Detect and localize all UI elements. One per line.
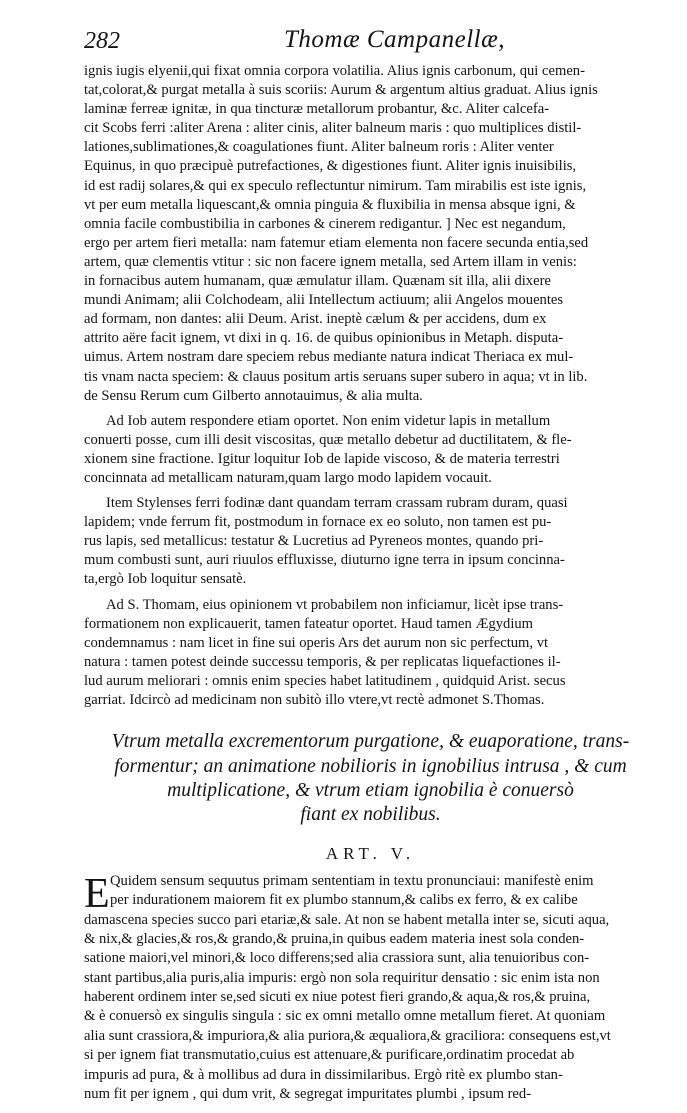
text-line: tis vnam nacta speciem: & clauus positum artis seruans super subero in aqua; vt in lib. — [84, 368, 588, 385]
text-line: id est radij solares,& qui ex speculo reflectuntur nimirum. Tam mirabilis est iste ignis, — [84, 177, 587, 194]
text-line: tat,colorat,& purgat metalla à suis scoriis: Aurum & argentum altius graduat. Alius ignis — [84, 82, 598, 99]
article-text — [84, 872, 657, 1105]
running-title: Thomæ Campanellæ, — [284, 26, 506, 53]
drop-cap: E — [84, 870, 110, 917]
section-heading — [84, 730, 657, 828]
text-line: garriat. Idcircò ad medicinam non subitò illo vtere,vt rectè admonet S.Thomas. — [84, 692, 545, 708]
text-line: in fornacibus autem humanam, quæ æmulatur illam. Quænam sit illa, alii dixere — [84, 273, 551, 290]
text-line: artem, quæ clementis vtitur : sic non facere ignem metalla, sed Artem illam in venis: — [84, 253, 577, 270]
text-line: Quidem sensum sequutus primam sententiam in textu pronunciaui: manifestè enim — [110, 872, 594, 889]
text-line: attrito aëre facit ignem, vt dixi in q. 16. de quibus opinionibus in Metaph. disputa- — [84, 330, 564, 347]
article-label: ART. V. — [325, 843, 416, 863]
text-line: & è conuersò ex singulis singula : sic ex omni metallo omne metallum fieret. At quoniam — [84, 1008, 606, 1025]
paragraph-ignis — [84, 62, 657, 406]
text-line: laminæ ferreæ ignitæ, in qua tincturæ metallorum probantur, &c. Aliter calcefa- — [84, 101, 550, 118]
heading-line: Vtrum metalla excrementorum purgatione, & euaporatione, trans- — [111, 731, 630, 753]
heading-line: formentur; an animatione nobilioris in ignobilius intrusa , & cum — [114, 755, 627, 777]
text-line: mundi Animam; alii Colchodeam, alii Intellectum actiuum; alii Angelos mouentes — [84, 292, 564, 309]
text-line: ignis iugis elyenii,qui fixat omnia corpora volatilia. Alius ignis carbonum, qui cemen- — [84, 63, 585, 79]
text-line: vt per eum metalla liquescant,& omnia pinguia & fluxibilia in mensa absque igni, & — [84, 196, 576, 213]
text-line: formationem non explicauerit, tamen fateatur oportet. Haud tamen Ægydium — [84, 615, 534, 632]
text-line: conuerti posse, cum illi desit viscositas, quæ metallo debetur ad ductilitatem, & fle- — [84, 431, 572, 448]
text-line: Ad S. Thomam, eius opinionem vt probabilem non inficiamur, licèt ipse trans- — [106, 596, 564, 613]
text-line: per indurationem maiorem fit ex plumbo stannum,& calibs ex ferro, & ex calibe — [110, 892, 578, 909]
text-line: alia sunt crassiora,& impuriora,& alia puriora,& æqualiora,& graciliora: consequens est,vt — [84, 1027, 611, 1044]
text-line: Item Stylenses ferri fodinæ dant quandam terram crassam rubram duram, quasi — [106, 495, 568, 512]
text-line: rus lapis, sed metallicus: testatur & Lucretius ad Pyreneos montes, quando pri- — [84, 533, 544, 550]
text-line: lapidem; vnde ferrum fit, postmodum in fornace ex eo soluto, non tamen est pu- — [84, 514, 552, 531]
text-line: Equinus, in quo præcipuè putrefactiones, & digestiones fiunt. Aliter ignis inuisibilis, — [84, 158, 577, 175]
paragraph-ad-iob — [84, 412, 657, 488]
text-line: haberent ordinem inter se,sed sicuti ex niue potest fieri grando,& aqua,& ros,& pruina, — [84, 989, 591, 1006]
paragraph-stylenses — [84, 494, 657, 589]
heading-line: multiplicatione, & vtrum etiam ignobilia è conuersò — [167, 779, 574, 801]
text-line: lud aurum meliorari : omnis enim species habet latitudinem , quidquid Arist. secus — [84, 672, 566, 689]
text-line: damascena species succo pari etariæ,& sale. At non se habent metalla inter se, sicuti aqua, — [84, 911, 610, 928]
text-line: ad formam, non dantes: alii Deum. Arist. ineptè cælum & per accidens, dum ex — [84, 311, 547, 328]
page-header — [84, 18, 657, 68]
text-line: cit Scobs ferri :aliter Arena : aliter cinis, aliter balneum maris : quo multiplices distil- — [84, 120, 582, 137]
text-line: si per ignem fiat transmutatio,cuius est attenuare,& purificare,ordinatim procedat ab — [84, 1047, 575, 1064]
text-line: mum combusti sunt, auri riuulos effluxisse, diuturno igne terra in ipsum concinna- — [84, 552, 565, 569]
heading-line: fiant ex nobilibus. — [300, 804, 441, 826]
text-line: condemnamus : nam licet in fine sui operis Ars det aurum non sic perfectum, vt — [84, 634, 549, 651]
text-line: omnia facile combustibilia in carbones & cinerem redigantur. ] Nec est negandum, — [84, 215, 566, 232]
text-line: concinnata ad metallicam naturam,quam largo modo lapidem vocauit. — [84, 469, 492, 486]
text-line: stant partibus,alia puris,alia impuris: ergò non sola requiritur densatio : sic enim ista non — [84, 969, 600, 986]
text-line: uimus. Artem nostram dare speciem rebus mediante natura indicat Theriaca ex mul- — [84, 349, 574, 366]
text-line: satione maiori,vel minori,& loco differens;sed alia crassiora sunt, alia tenuioribus con- — [84, 950, 590, 967]
text-line: lationes,sublimationes,& coagulationes fiunt. Aliter balneum roris : Aliter venter — [84, 139, 554, 156]
text-line: & nix,& glacies,& ros,& grando,& pruina,in quibus eadem materia inest sola conden- — [84, 930, 585, 947]
text-line: natura : tamen potest deinde successu temporis, & per replicatas liquefactiones il- — [84, 653, 561, 670]
text-line: impuris ad pura, & à mollibus ad dura in dissimilaribus. Ergò ritè ex plumbo stan- — [84, 1066, 563, 1083]
text-line: de Sensu Rerum cum Gilberto annotauimus, & alia multa. — [84, 387, 423, 404]
text-line: num fit per ignem , qui dum vrit, & segregat impuritates plumbi , ipsum red- — [84, 1086, 532, 1103]
text-line: ergo per artem fieri metalla: nam fatemur etiam elementa non facere secunda entia,sed — [84, 234, 589, 251]
text-line: xionem sine fractione. Igitur loquitur Iob de lapide viscoso, & de materia terrestri — [84, 450, 560, 467]
text-line: ta,ergò Iob loquitur sensatè. — [84, 571, 247, 588]
paragraph-ad-thomam — [84, 596, 657, 711]
page-number: 282 — [84, 28, 120, 54]
body-text — [84, 62, 657, 710]
text-line: Ad Iob autem respondere etiam oportet. Non enim videtur lapis in metallum — [106, 412, 551, 429]
